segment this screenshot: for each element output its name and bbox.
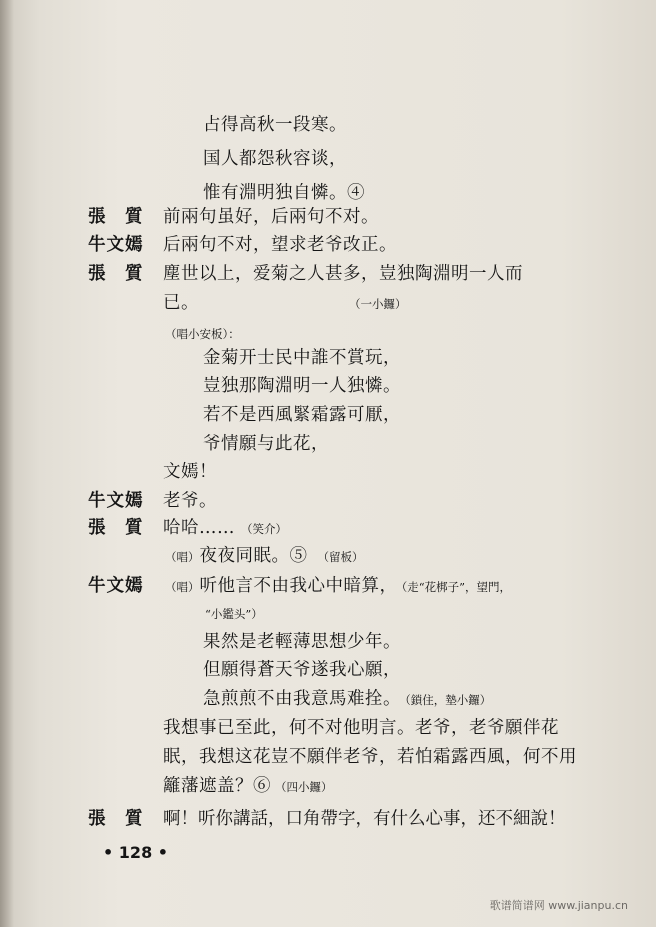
stage-direction: （唱） <box>165 550 200 564</box>
stage-direction: （唱小安板）： <box>165 327 240 341</box>
verse-text: 急煎煎不由我意馬难拴。 <box>203 689 401 709</box>
binding-shadow <box>0 0 14 927</box>
stage-direction: （留板） <box>317 550 364 564</box>
dialogue-line <box>165 575 511 598</box>
verse-line: 若不是西風緊霜露可厭， <box>203 405 401 425</box>
dialogue-text: 籬藩遮盖？⑥ <box>163 776 271 796</box>
dialogue-line <box>163 775 333 798</box>
speaker-name: 張 質 <box>88 518 144 538</box>
dialogue-line: 塵世以上，爱菊之人甚多，豈独陶淵明一人而 <box>163 264 523 284</box>
dialogue-line <box>163 292 407 315</box>
speaker-name: 張 質 <box>88 264 144 284</box>
dialogue-line: 文嫣！ <box>163 462 217 482</box>
dialogue-text: 已。 <box>163 293 199 313</box>
dialogue-line <box>165 545 364 568</box>
verse-line: 豈独那陶淵明一人独憐。 <box>203 376 401 396</box>
verse-line: 爷情願与此花， <box>203 434 329 454</box>
speaker-name: 張 質 <box>88 207 144 227</box>
dialogue-text: 听他言不由我心中暗算， <box>199 576 398 596</box>
verse-line <box>203 688 491 711</box>
dialogue-text: 夜夜同眠。⑤ <box>199 546 308 566</box>
watermark: 歌谱简谱网 www.jianpu.cn <box>489 899 628 912</box>
verse-line: 但願得蒼天爷遂我心願， <box>203 660 401 680</box>
stage-direction: （唱） <box>165 580 200 594</box>
verse-line: 惟有淵明独自憐。④ <box>203 183 365 203</box>
stage-direction: （鎖住，墊小鑼） <box>405 693 492 707</box>
dialogue-line <box>163 517 287 540</box>
speaker-name: 牛文嫣 <box>88 491 144 511</box>
verse-line: 占得高秋一段寒。 <box>203 115 347 135</box>
speaker-name: 牛文嫣 <box>88 235 144 255</box>
stage-direction: “小鑑头”） <box>205 607 263 621</box>
stage-direction: （四小鑼） <box>275 780 333 794</box>
stage-direction-line <box>165 322 240 345</box>
dialogue-text: 哈哈…… <box>163 518 235 538</box>
verse-line: 国人都怨秋容谈， <box>203 149 347 169</box>
stage-direction: （走“花梆子”，望門， <box>401 580 512 594</box>
speaker-name: 牛文嫣 <box>88 576 144 596</box>
page-number: • 128 • <box>103 843 168 862</box>
dialogue-line: 前兩句虽好，后兩句不对。 <box>163 207 379 227</box>
verse-line: 果然是老輕薄思想少年。 <box>203 632 401 652</box>
dialogue-line: 老爷。 <box>163 491 217 511</box>
dialogue-line: 啊！听你講話，口角帶字，有什么心事，还不細說！ <box>163 809 566 829</box>
verse-line: 金菊开士民中誰不賞玩， <box>203 348 401 368</box>
dialogue-line: 我想事已至此，何不对他明言。老爷，老爷願伴花 <box>163 718 559 738</box>
stage-direction-line <box>205 602 263 625</box>
dialogue-line: 眠，我想这花豈不願伴老爷，若怕霜露西風，何不用 <box>163 747 577 767</box>
stage-direction: （一小鑼） <box>349 297 407 311</box>
speaker-name: 張 質 <box>88 809 144 829</box>
dialogue-line: 后兩句不对，望求老爷改正。 <box>163 235 397 255</box>
stage-direction: （笑介） <box>241 522 287 536</box>
